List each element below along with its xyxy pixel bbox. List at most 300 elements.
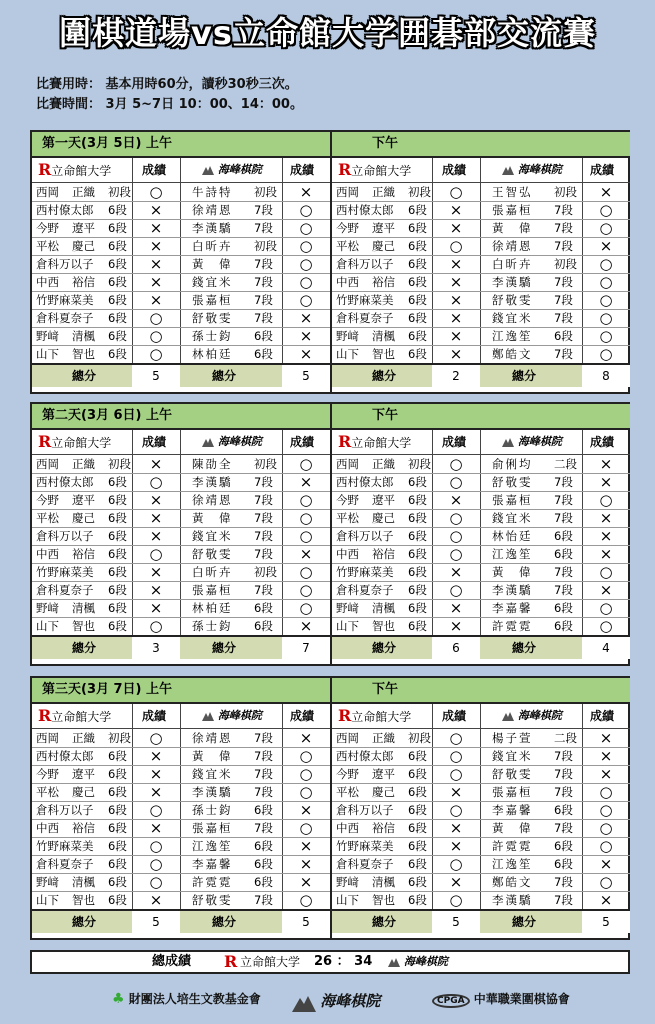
player-a-result: ○ <box>449 473 463 491</box>
player-b-result: × <box>299 309 313 327</box>
match-row <box>32 219 330 237</box>
total-label-b: 總分 <box>512 641 537 655</box>
player-a-rank: 6段 <box>408 619 427 633</box>
player-b-rank: 初段 <box>554 185 577 199</box>
team-a-score-header: 成績 <box>442 435 467 449</box>
player-a-result: × <box>449 873 463 891</box>
player-b-name: 張嘉桓 <box>192 821 233 835</box>
player-b-name: 江逸笙 <box>492 857 533 871</box>
player-a-result: ○ <box>449 237 463 255</box>
player-b-name: 鄭皓文 <box>492 347 533 361</box>
team-b-name: 海峰棋院 <box>517 163 562 176</box>
player-b-result: × <box>299 345 313 363</box>
haixia-logo-icon <box>388 957 400 967</box>
player-a-rank: 6段 <box>408 875 427 889</box>
total-label-b: 總分 <box>512 369 537 383</box>
player-b-result: ○ <box>299 455 313 473</box>
match-row <box>332 345 630 363</box>
player-a-given: 正織 <box>372 185 395 199</box>
player-b-name: 俞俐均 <box>492 457 533 471</box>
player-b-result: ○ <box>299 201 313 219</box>
player-a-rank: 6段 <box>408 565 427 579</box>
player-a-result: × <box>449 491 463 509</box>
pm-session-header <box>332 404 630 430</box>
match-row <box>32 183 330 201</box>
player-a-surname: 倉科夏奈子 <box>336 583 394 597</box>
player-a-given: 遼平 <box>72 493 95 507</box>
player-b-name: 舒敬雯 <box>192 311 233 325</box>
player-b-name: 錢宜米 <box>192 529 233 543</box>
player-a-result: × <box>449 273 463 291</box>
match-row <box>32 819 330 837</box>
player-a-rank: 6段 <box>108 565 127 579</box>
player-b-result: ○ <box>299 509 313 527</box>
player-a-result: × <box>449 327 463 345</box>
player-b-rank: 7段 <box>554 239 573 253</box>
total-label-b: 總分 <box>512 915 537 929</box>
player-a-rank: 6段 <box>408 547 427 561</box>
player-b-name: 錢宜米 <box>492 311 533 325</box>
player-a-given: 裕信 <box>372 275 395 289</box>
player-a-given: 慶己 <box>72 785 95 799</box>
player-b-result: × <box>599 891 613 909</box>
player-a-surname: 倉科万以子 <box>36 803 94 817</box>
player-a-rank: 6段 <box>408 857 427 871</box>
team-a-total: 3 <box>132 637 180 659</box>
player-a-rank: 6段 <box>408 239 427 253</box>
player-a-surname: 西村僚太郎 <box>336 475 394 489</box>
player-b-rank: 7段 <box>254 221 273 235</box>
player-a-surname: 平松 <box>36 239 59 253</box>
match-row <box>32 509 330 527</box>
player-a-surname: 竹野麻菜美 <box>36 565 94 579</box>
player-b-name: 李漢驕 <box>492 583 533 597</box>
day-1-am-table <box>32 132 330 392</box>
player-a-surname: 平松 <box>336 785 359 799</box>
player-b-name: 白昕卉 <box>192 239 233 253</box>
player-a-result: × <box>149 891 163 909</box>
total-label-a: 總分 <box>72 369 97 383</box>
player-a-given: 遼平 <box>372 493 395 507</box>
player-a-result: ○ <box>449 509 463 527</box>
match-row <box>332 273 630 291</box>
player-b-result: ○ <box>299 491 313 509</box>
total-label-b: 總分 <box>212 915 237 929</box>
player-a-result: × <box>149 219 163 237</box>
match-row <box>332 237 630 255</box>
player-a-surname: 山下 <box>336 347 359 361</box>
ritsumeikan-logo: R <box>38 432 52 451</box>
player-b-rank: 7段 <box>254 311 273 325</box>
player-b-name: 李漢驕 <box>192 785 233 799</box>
player-a-rank: 6段 <box>108 347 127 361</box>
player-a-rank: 6段 <box>108 619 127 633</box>
player-a-surname: 倉科夏奈子 <box>336 311 394 325</box>
player-a-rank: 6段 <box>408 275 427 289</box>
player-a-surname: 山下 <box>36 893 59 907</box>
match-row <box>32 309 330 327</box>
player-b-name: 黃 偉 <box>192 511 233 525</box>
player-a-result: × <box>149 509 163 527</box>
player-a-result: × <box>149 747 163 765</box>
player-a-result: ○ <box>149 345 163 363</box>
player-b-name: 鄭皓文 <box>492 875 533 889</box>
player-b-name: 黃 偉 <box>492 221 533 235</box>
player-a-surname: 野﨑 <box>336 601 359 615</box>
player-a-given: 智也 <box>72 619 95 633</box>
player-b-result: ○ <box>299 765 313 783</box>
player-a-result: × <box>149 237 163 255</box>
team-b-total: 4 <box>582 637 630 659</box>
player-a-surname: 倉科夏奈子 <box>336 857 394 871</box>
player-b-name: 錢宜米 <box>192 767 233 781</box>
player-a-result: × <box>449 819 463 837</box>
player-a-result: × <box>149 765 163 783</box>
match-row <box>332 747 630 765</box>
final-score-bar <box>30 950 630 974</box>
player-b-name: 牛詩特 <box>192 185 233 199</box>
player-b-rank: 6段 <box>254 347 273 361</box>
player-a-given: 清楓 <box>372 601 395 615</box>
player-a-rank: 6段 <box>408 893 427 907</box>
final-label: 總成績 <box>152 954 192 969</box>
player-a-surname: 西岡 <box>36 457 59 471</box>
player-a-result: × <box>449 309 463 327</box>
player-b-result: × <box>299 729 313 747</box>
player-b-name: 黃 偉 <box>192 749 233 763</box>
day-2-am-table <box>32 404 330 664</box>
match-row <box>332 581 630 599</box>
total-label-a: 總分 <box>372 369 397 383</box>
player-b-result: × <box>599 455 613 473</box>
player-b-result: ○ <box>599 273 613 291</box>
total-label-b: 總分 <box>212 641 237 655</box>
ritsumeikan-logo: R <box>338 432 352 451</box>
player-a-rank: 6段 <box>408 221 427 235</box>
player-b-result: ○ <box>599 255 613 273</box>
player-b-result: × <box>299 855 313 873</box>
final-score: 26 ： 34 <box>314 954 373 969</box>
match-row <box>32 563 330 581</box>
player-a-result: ○ <box>149 855 163 873</box>
player-a-given: 遼平 <box>72 767 95 781</box>
ritsumeikan-logo: R <box>338 706 352 725</box>
player-a-surname: 野﨑 <box>336 329 359 343</box>
player-b-name: 舒敬雯 <box>492 767 533 781</box>
player-b-result: ○ <box>599 309 613 327</box>
player-b-result: ○ <box>599 219 613 237</box>
player-b-name: 許霓霓 <box>492 619 533 633</box>
player-b-name: 江逸笙 <box>492 329 533 343</box>
match-row <box>332 801 630 819</box>
player-a-result: × <box>149 599 163 617</box>
player-b-result: ○ <box>599 819 613 837</box>
team-b-header <box>502 704 562 728</box>
player-a-surname: 竹野麻菜美 <box>36 839 94 853</box>
team-a-total: 5 <box>132 365 180 387</box>
player-a-rank: 6段 <box>408 311 427 325</box>
player-a-surname: 今野 <box>36 493 59 507</box>
match-row <box>32 599 330 617</box>
player-b-rank: 6段 <box>554 547 573 561</box>
haixia-logo-icon <box>202 711 214 721</box>
team-b-score-header: 成績 <box>290 435 315 449</box>
player-b-result: × <box>599 747 613 765</box>
player-b-name: 黃 偉 <box>492 565 533 579</box>
player-b-rank: 6段 <box>254 619 273 633</box>
player-a-rank: 初段 <box>408 457 431 471</box>
player-b-result: ○ <box>599 599 613 617</box>
player-b-name: 白昕卉 <box>492 257 533 271</box>
player-a-rank: 6段 <box>108 583 127 597</box>
player-b-name: 錢宜米 <box>192 275 233 289</box>
cpga-logo: CPGA <box>432 994 470 1008</box>
player-b-result: ○ <box>599 783 613 801</box>
player-b-name: 孫士鈞 <box>192 329 233 343</box>
match-row <box>332 509 630 527</box>
player-b-name: 徐靖恩 <box>192 493 233 507</box>
player-a-rank: 6段 <box>108 493 127 507</box>
match-row <box>32 201 330 219</box>
player-b-result: ○ <box>299 255 313 273</box>
team-a-total: 2 <box>432 365 480 387</box>
team-b-header <box>502 430 562 454</box>
player-a-given: 智也 <box>72 893 95 907</box>
totals-row <box>332 635 630 659</box>
player-a-given: 正織 <box>72 185 95 199</box>
player-b-result: ○ <box>299 783 313 801</box>
schedule-info: 比賽時間： 3月 5~7日 10：00、14：00。 <box>36 97 303 112</box>
player-b-result: ○ <box>299 891 313 909</box>
match-row <box>32 527 330 545</box>
player-a-surname: 西村僚太郎 <box>336 749 394 763</box>
team-a-score-header: 成績 <box>142 163 167 177</box>
player-b-name: 黃 偉 <box>492 821 533 835</box>
player-a-result: × <box>149 291 163 309</box>
player-a-rank: 初段 <box>108 185 131 199</box>
player-a-surname: 野﨑 <box>36 875 59 889</box>
player-a-result: × <box>149 491 163 509</box>
player-a-given: 正織 <box>72 457 95 471</box>
player-b-rank: 7段 <box>554 293 573 307</box>
match-row <box>32 747 330 765</box>
player-a-result: × <box>149 455 163 473</box>
player-a-rank: 6段 <box>408 839 427 853</box>
player-a-result: × <box>449 617 463 635</box>
player-a-rank: 6段 <box>408 203 427 217</box>
player-a-result: ○ <box>449 729 463 747</box>
player-a-rank: 6段 <box>108 767 127 781</box>
team-a-total: 5 <box>432 911 480 933</box>
player-b-result: ○ <box>599 801 613 819</box>
player-b-name: 李嘉馨 <box>492 601 533 615</box>
total-label-a: 總分 <box>72 915 97 929</box>
player-b-result: × <box>599 765 613 783</box>
player-b-name: 舒敬雯 <box>492 293 533 307</box>
player-b-result: × <box>599 509 613 527</box>
player-a-given: 裕信 <box>372 547 395 561</box>
player-b-rank: 6段 <box>554 329 573 343</box>
player-a-surname: 中西 <box>336 547 359 561</box>
match-row <box>32 473 330 491</box>
totals-row <box>32 909 330 933</box>
team-b-header <box>502 158 562 182</box>
player-a-rank: 6段 <box>408 785 427 799</box>
player-b-result: × <box>599 581 613 599</box>
player-a-surname: 平松 <box>36 511 59 525</box>
player-b-rank: 初段 <box>254 239 277 253</box>
player-a-given: 裕信 <box>72 275 95 289</box>
ritsumeikan-logo: R <box>38 160 52 179</box>
player-b-result: ○ <box>299 291 313 309</box>
player-b-result: ○ <box>299 527 313 545</box>
player-a-surname: 今野 <box>336 767 359 781</box>
pm-session-header <box>332 678 630 704</box>
player-a-surname: 平松 <box>336 239 359 253</box>
team-a-total: 6 <box>432 637 480 659</box>
player-b-result: ○ <box>299 747 313 765</box>
match-row <box>32 545 330 563</box>
player-b-result: ○ <box>599 837 613 855</box>
player-a-surname: 倉科夏奈子 <box>36 583 94 597</box>
player-a-surname: 倉科万以子 <box>336 529 394 543</box>
player-a-surname: 倉科夏奈子 <box>36 857 94 871</box>
player-a-given: 慶己 <box>372 511 395 525</box>
player-b-result: ○ <box>299 237 313 255</box>
player-a-result: ○ <box>149 327 163 345</box>
total-label-a: 總分 <box>72 641 97 655</box>
player-a-result: × <box>449 219 463 237</box>
player-b-rank: 6段 <box>554 601 573 615</box>
player-a-result: ○ <box>449 855 463 873</box>
player-a-result: ○ <box>449 455 463 473</box>
session-title: 第三天(3月 7日) 上午 <box>42 682 173 697</box>
player-b-rank: 6段 <box>254 839 273 853</box>
player-a-result: ○ <box>449 545 463 563</box>
player-a-given: 裕信 <box>72 547 95 561</box>
team-a-name: 立命館大学 <box>51 436 112 450</box>
player-b-result: ○ <box>299 273 313 291</box>
player-b-rank: 7段 <box>554 565 573 579</box>
team-b-name: 海峰棋院 <box>217 435 262 448</box>
match-row <box>32 273 330 291</box>
player-a-surname: 西村僚太郎 <box>36 475 94 489</box>
player-b-rank: 二段 <box>554 457 577 471</box>
day-3-am-table <box>32 678 330 938</box>
player-b-rank: 6段 <box>254 803 273 817</box>
player-b-rank: 7段 <box>554 583 573 597</box>
player-b-result: × <box>599 855 613 873</box>
player-a-result: ○ <box>449 891 463 909</box>
team-b-name: 海峰棋院 <box>517 435 562 448</box>
player-a-given: 遼平 <box>372 221 395 235</box>
match-row <box>332 765 630 783</box>
team-a-score-header: 成績 <box>442 709 467 723</box>
player-a-surname: 倉科夏奈子 <box>36 311 94 325</box>
player-a-rank: 6段 <box>108 749 127 763</box>
player-a-rank: 6段 <box>408 583 427 597</box>
player-a-rank: 6段 <box>408 749 427 763</box>
team-a-header <box>338 158 411 182</box>
player-b-name: 李漢驕 <box>192 221 233 235</box>
match-row <box>32 783 330 801</box>
team-a-name: 立命館大学 <box>351 710 412 724</box>
player-b-name: 張嘉桓 <box>492 785 533 799</box>
player-b-rank: 7段 <box>254 529 273 543</box>
player-a-surname: 中西 <box>36 547 59 561</box>
player-b-result: ○ <box>299 219 313 237</box>
match-row <box>332 309 630 327</box>
ritsumeikan-logo: R <box>224 952 238 971</box>
clover-icon: ♣ <box>112 991 125 1007</box>
player-b-result: × <box>299 873 313 891</box>
player-a-result: × <box>449 837 463 855</box>
match-row <box>32 873 330 891</box>
player-b-rank: 7段 <box>254 511 273 525</box>
team-b-score-header: 成績 <box>590 709 615 723</box>
player-b-rank: 7段 <box>254 257 273 271</box>
player-a-surname: 山下 <box>36 347 59 361</box>
player-a-result: ○ <box>149 801 163 819</box>
player-b-name: 楊子萱 <box>492 731 533 745</box>
player-b-result: × <box>299 837 313 855</box>
player-b-result: ○ <box>299 563 313 581</box>
player-a-surname: 野﨑 <box>336 875 359 889</box>
match-row <box>332 599 630 617</box>
player-a-rank: 6段 <box>108 475 127 489</box>
player-a-surname: 倉科万以子 <box>336 257 394 271</box>
player-a-given: 清楓 <box>72 875 95 889</box>
team-a-name: 立命館大学 <box>51 710 112 724</box>
haixia-logo-icon <box>502 437 514 447</box>
player-b-rank: 初段 <box>554 257 577 271</box>
player-a-surname: 竹野麻菜美 <box>336 293 394 307</box>
player-a-given: 正織 <box>72 731 95 745</box>
player-a-surname: 西岡 <box>336 457 359 471</box>
match-row <box>32 327 330 345</box>
total-label-b: 總分 <box>212 369 237 383</box>
team-a-name: 立命館大学 <box>351 436 412 450</box>
player-a-result: ○ <box>149 473 163 491</box>
player-b-rank: 初段 <box>254 185 277 199</box>
team-b-total: 7 <box>282 637 330 659</box>
player-b-rank: 7段 <box>254 893 273 907</box>
player-b-rank: 7段 <box>554 203 573 217</box>
team-b-total: 5 <box>582 911 630 933</box>
footer-org-2: 海峰棋院 <box>292 990 380 1012</box>
team-b-name: 海峰棋院 <box>217 163 262 176</box>
player-a-given: 慶己 <box>72 239 95 253</box>
player-b-name: 舒敬雯 <box>492 475 533 489</box>
player-a-rank: 6段 <box>108 839 127 853</box>
player-b-result: × <box>299 183 313 201</box>
player-b-name: 張嘉桓 <box>192 293 233 307</box>
session-title: 第一天(3月 5日) 上午 <box>42 136 173 151</box>
player-a-surname: 平松 <box>36 785 59 799</box>
page-title: 圍棋道場vs立命館大学囲碁部交流賽 <box>59 14 596 52</box>
match-row <box>332 291 630 309</box>
team-b-header <box>202 430 262 454</box>
session-title: 下午 <box>372 408 399 423</box>
time-control-info: 比賽用時： 基本用時60分，讀秒30秒三次。 <box>36 77 298 92</box>
player-b-rank: 7段 <box>254 475 273 489</box>
player-b-rank: 7段 <box>554 821 573 835</box>
team-b-total: 5 <box>282 911 330 933</box>
team-b-header <box>202 704 262 728</box>
totals-row <box>332 363 630 387</box>
player-a-surname: 竹野麻菜美 <box>336 839 394 853</box>
player-a-rank: 初段 <box>408 731 431 745</box>
